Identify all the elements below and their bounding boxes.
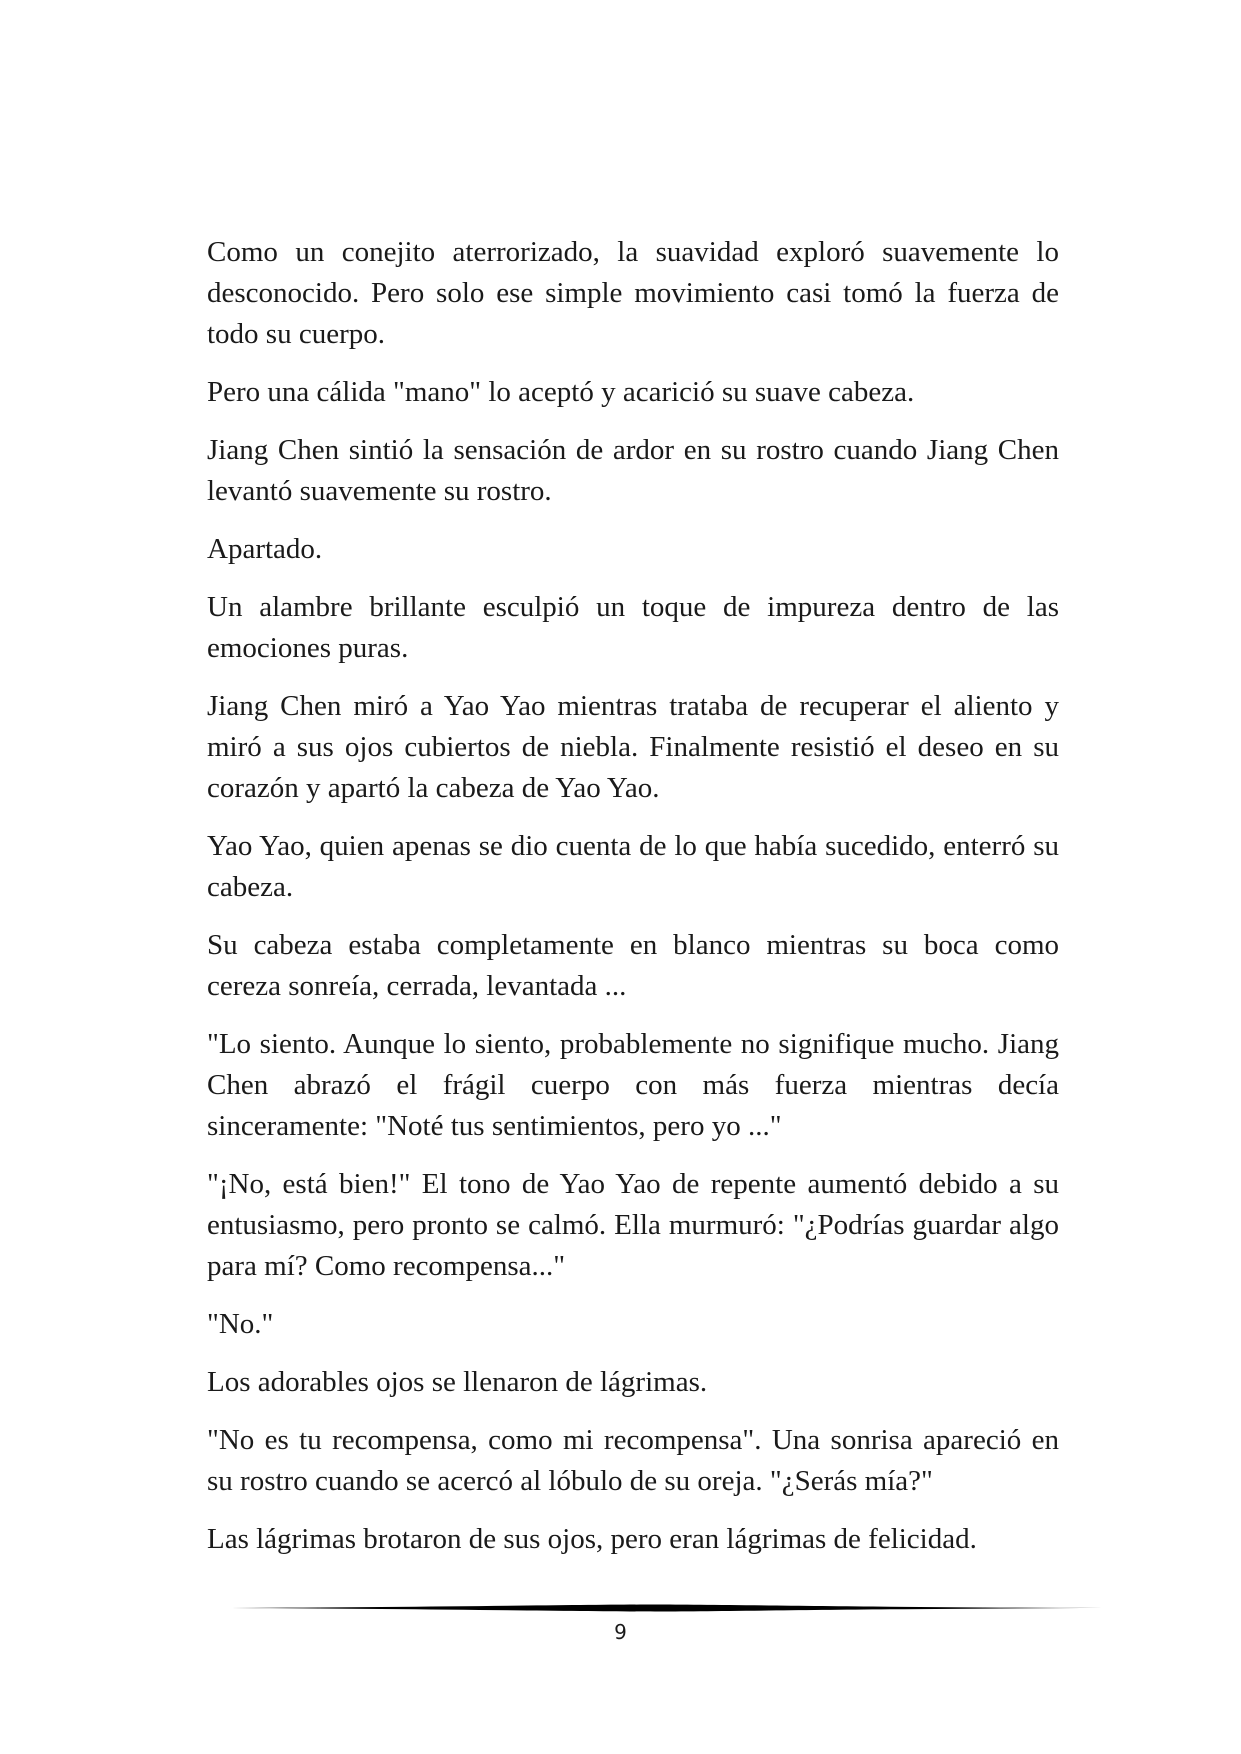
paragraph: Pero una cálida "mano" lo aceptó y acarició su suave cabeza.: [207, 376, 915, 408]
page-number: 9: [614, 1620, 627, 1644]
paragraph: Un alambre brillante esculpió un toque de impureza dentro de las emociones puras.: [207, 591, 1059, 664]
paragraph: Jiang Chen sintió la sensación de ardor en su rostro cuando Jiang Chen levantó suavemente su rostro.: [207, 434, 1059, 507]
paragraph: Yao Yao, quien apenas se dio cuenta de lo que había sucedido, enterró su cabeza.: [207, 830, 1059, 903]
paragraph: "¡No, está bien!" El tono de Yao Yao de repente aumentó debido a su entusiasmo, pero pronto se calmó. Ella murmuró: "¿Podrías guardar algo para mí? Como recompensa...": [207, 1168, 1059, 1282]
paragraph: "Lo siento. Aunque lo siento, probablemente no signifique mucho. Jiang Chen abrazó el frágil cuerpo con más fuerza mientras decía sinceramente: "Noté tus sentimientos, pero yo ...": [207, 1028, 1059, 1142]
paragraph: Los adorables ojos se llenaron de lágrimas.: [207, 1366, 708, 1398]
paragraph: Apartado.: [207, 533, 323, 565]
paragraph: "No.": [207, 1308, 274, 1340]
paragraph: Las lágrimas brotaron de sus ojos, pero eran lágrimas de felicidad.: [207, 1523, 977, 1555]
paragraph: Su cabeza estaba completamente en blanco mientras su boca como cereza sonreía, cerrada, levantada ...: [207, 929, 1059, 1002]
paragraph: "No es tu recompensa, como mi recompensa". Una sonrisa apareció en su rostro cuando se acercó al lóbulo de su oreja. "¿Serás mía?": [207, 1424, 1059, 1497]
body-text: [207, 232, 1059, 1577]
footer-divider: [207, 1600, 1103, 1616]
paragraph: Como un conejito aterrorizado, la suavidad exploró suavemente lo desconocido. Pero solo ese simple movimiento casi tomó la fuerza de todo su cuerpo.: [207, 236, 1059, 350]
paragraph: Jiang Chen miró a Yao Yao mientras trataba de recuperar el aliento y miró a sus ojos cubiertos de niebla. Finalmente resistió el deseo en su corazón y apartó la cabeza de Yao Yao.: [207, 690, 1059, 804]
